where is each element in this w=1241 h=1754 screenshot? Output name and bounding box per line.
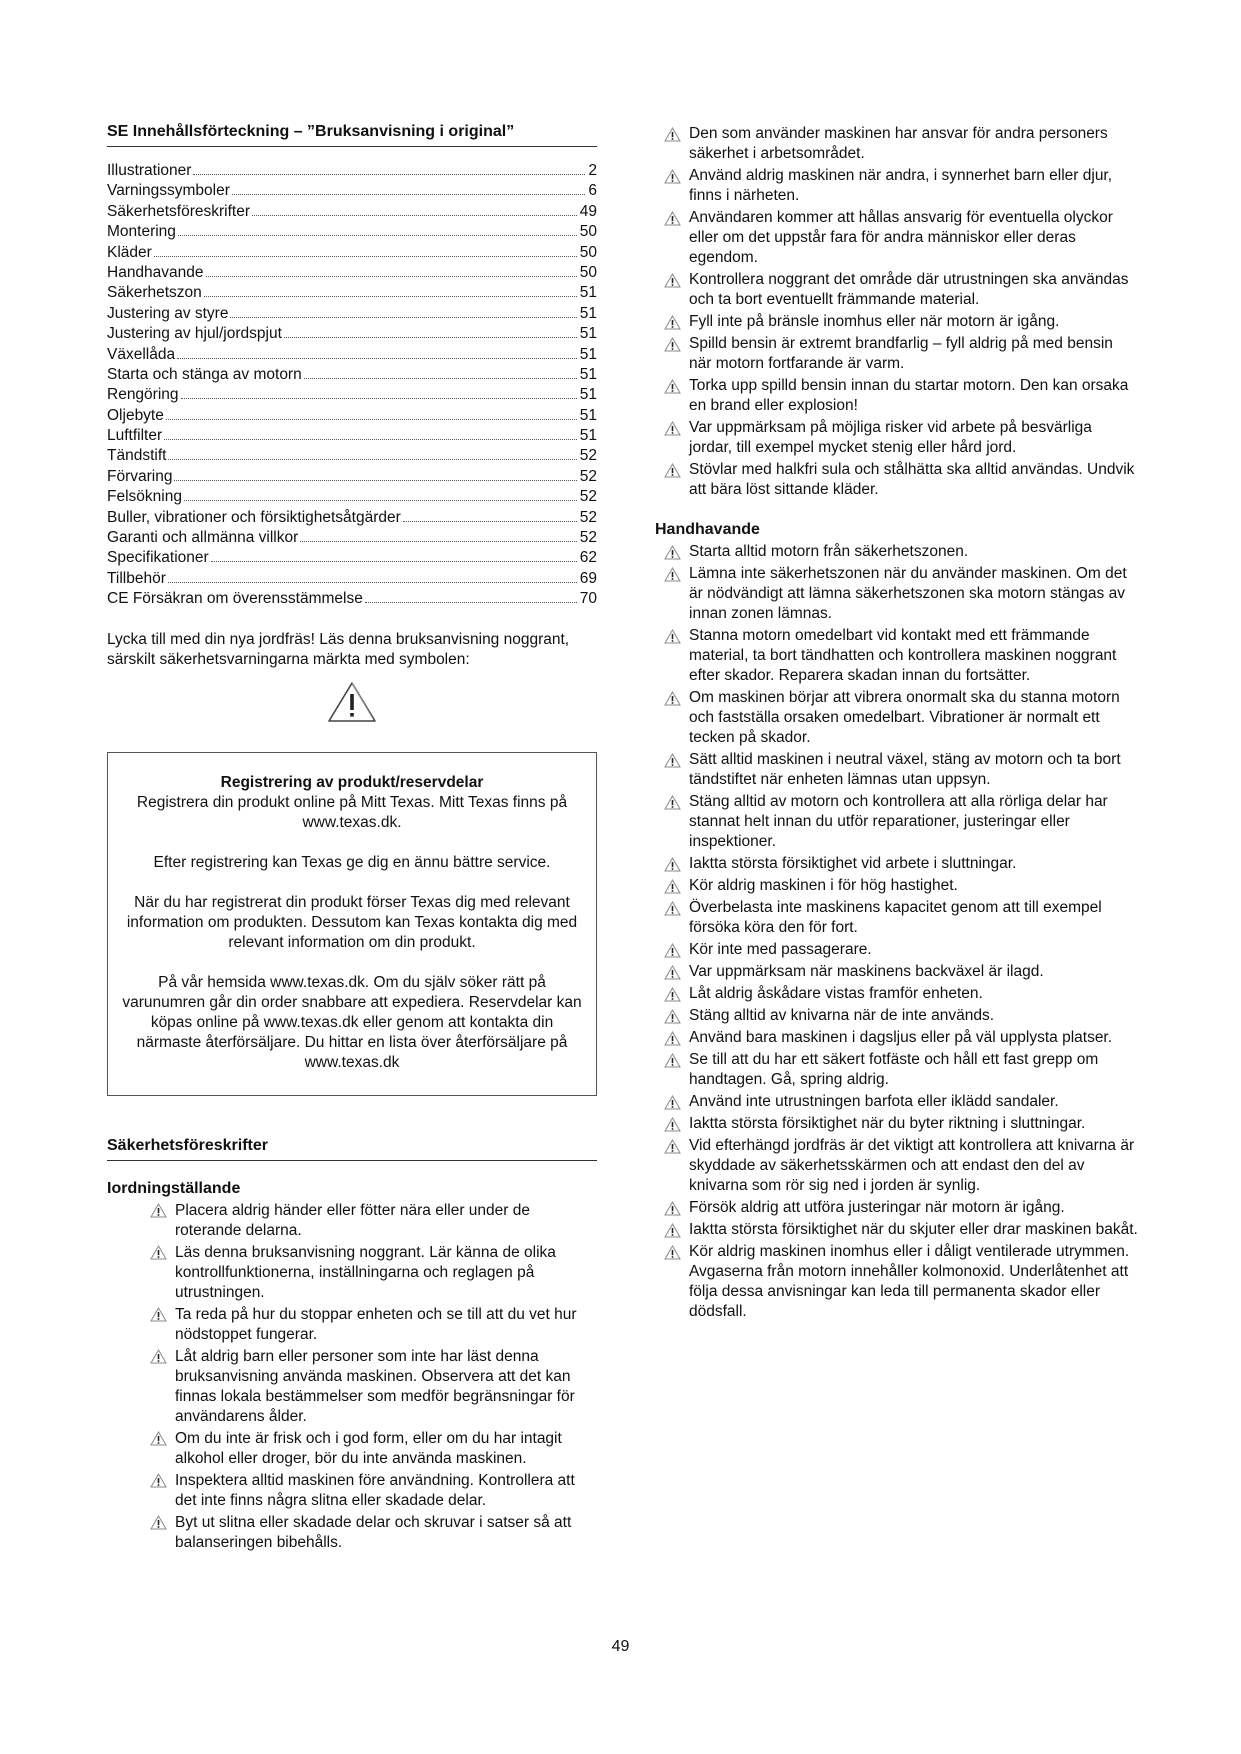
list-item <box>655 1114 1139 1134</box>
warning-triangle-icon <box>655 1242 689 1262</box>
toc-entry <box>107 589 597 609</box>
list-item-text: Iaktta största försiktighet när du skjuter eller drar maskinen bakåt. <box>689 1221 1138 1238</box>
list-item-text: Var uppmärksam på möjliga risker vid arbete på besvärliga jordar, till exempel mycket stenig eller hård jord. <box>689 419 1092 456</box>
toc-entry <box>107 365 597 385</box>
operation-list <box>655 542 1139 1322</box>
list-item-text: Placera aldrig händer eller fötter nära eller under de roterande delarna. <box>175 1201 530 1239</box>
list-item <box>141 1305 597 1345</box>
toc-entry <box>107 569 597 589</box>
intro-text: Lycka till med din nya jordfräs! Läs denna bruksanvisning noggrant, särskilt säkerhetsvarningarna märkta med symbolen: <box>107 630 570 668</box>
list-item <box>655 1220 1139 1240</box>
toc-entry <box>107 161 597 181</box>
toc-entry <box>107 508 597 528</box>
warning-triangle-icon <box>655 876 689 896</box>
list-item <box>141 1513 597 1553</box>
toc-entry-page: 6 <box>588 182 597 200</box>
list-item-text: Iaktta största försiktighet vid arbete i sluttningar. <box>689 855 1017 872</box>
toc-entry-title: Oljebyte <box>107 406 164 424</box>
list-item-text: Fyll inte på bränsle inomhus eller när motorn är igång. <box>689 313 1060 330</box>
toc-entry-page: 70 <box>579 590 597 608</box>
registration-paragraph: På vår hemsida www.texas.dk. Om du själv söker rätt på varunumren går din order snabbare att expediera. Reservdelar kan köpas online på www.texas.dk eller genom att kontakta din närmaste återförsäljare. Du hittar en lista över återförsäljare på www.texas.dk <box>122 973 582 1071</box>
list-item-text: Lämna inte säkerhetszonen när du använder maskinen. Om det är nödvändigt att lämna säkerhetszonen ska motorn stängas av innan zonen lämnas. <box>689 565 1127 622</box>
toc-leader <box>252 215 577 216</box>
list-item <box>655 1242 1139 1322</box>
toc-entry-page: 52 <box>579 508 597 526</box>
list-item-text: Kör inte med passagerare. <box>689 941 872 958</box>
list-item-text: Vid efterhängd jordfräs är det viktigt att kontrollera att knivarna är skyddade av säkerhetsskärmen och att endast den del av knivarna som rör sig ned i jorden är synlig. <box>689 1137 1135 1194</box>
toc-entry-page: 50 <box>579 243 597 261</box>
warning-triangle-icon <box>141 1243 175 1263</box>
list-item <box>655 1198 1139 1218</box>
toc-entry <box>107 467 597 487</box>
toc-leader <box>164 439 577 440</box>
warning-triangle-icon <box>655 1050 689 1070</box>
toc-entry <box>107 385 597 405</box>
warning-triangle-icon <box>655 626 689 646</box>
toc-leader <box>211 561 577 562</box>
toc-entry-title: Tändstift <box>107 447 167 465</box>
toc-heading: SE Innehållsförteckning – ”Bruksanvisning i original” <box>107 122 597 147</box>
toc-leader <box>154 256 577 257</box>
warning-triangle-icon <box>655 1006 689 1026</box>
toc-entry-page: 51 <box>579 406 597 424</box>
toc-entry-page: 51 <box>579 325 597 343</box>
warning-triangle-icon <box>655 166 689 186</box>
list-item <box>655 1092 1139 1112</box>
toc-leader <box>168 582 577 583</box>
warning-triangle-icon <box>655 1136 689 1156</box>
list-item <box>655 312 1139 332</box>
warning-triangle-icon <box>655 940 689 960</box>
toc-leader <box>403 521 577 522</box>
toc-entry-page: 69 <box>579 569 597 587</box>
list-item <box>655 166 1139 206</box>
list-item <box>141 1429 597 1469</box>
warning-triangle-icon <box>655 962 689 982</box>
list-item-text: Stövlar med halkfri sula och stålhätta ska alltid användas. Undvik att bära löst sittande kläder. <box>689 461 1135 498</box>
toc-entry <box>107 222 597 242</box>
list-item-text: Den som använder maskinen har ansvar för andra personers säkerhet i arbetsområdet. <box>689 125 1108 162</box>
list-item-text: Försök aldrig att utföra justeringar när motorn är igång. <box>689 1199 1065 1216</box>
list-item-text: Starta alltid motorn från säkerhetszonen. <box>689 543 969 560</box>
list-item-text: Se till att du har ett säkert fotfäste och håll ett fast grepp om handtagen. Gå, spring aldrig. <box>689 1051 1099 1088</box>
toc-leader <box>206 276 577 277</box>
toc-entry-title: Justering av hjul/jordspjut <box>107 325 282 343</box>
list-item <box>655 688 1139 748</box>
list-item-text: Sätt alltid maskinen i neutral växel, stäng av motorn och ta bort tändstiftet när enheten lämnas utan uppsyn. <box>689 751 1121 788</box>
list-item-text: Spilld bensin är extremt brandfarlig – fyll aldrig på med bensin när motorn fortfarande är varm. <box>689 335 1113 372</box>
list-item-text: Kör aldrig maskinen i för hög hastighet. <box>689 877 958 894</box>
list-item-text: Använd aldrig maskinen när andra, i synnerhet barn eller djur, finns i närheten. <box>689 167 1113 204</box>
toc-entry-title: Felsökning <box>107 488 182 506</box>
toc-entry-title: Montering <box>107 223 176 241</box>
list-item <box>655 792 1139 852</box>
warning-triangle-icon <box>655 898 689 918</box>
list-item <box>655 270 1139 310</box>
warning-triangle-icon <box>655 208 689 228</box>
warning-triangle-icon <box>655 1198 689 1218</box>
list-item <box>655 898 1139 938</box>
toc-entry-title: Handhavande <box>107 263 204 281</box>
toc-leader <box>193 174 585 175</box>
toc-leader <box>300 541 576 542</box>
toc-leader <box>230 317 576 318</box>
list-item <box>655 962 1139 982</box>
toc-entry-page: 50 <box>579 223 597 241</box>
toc-leader <box>284 337 577 338</box>
toc-entry-title: Kläder <box>107 243 152 261</box>
warning-triangle-icon <box>655 1114 689 1134</box>
warning-triangle-icon <box>655 376 689 396</box>
toc-entry-title: Specifikationer <box>107 549 209 567</box>
toc-leader <box>204 296 577 297</box>
list-item <box>141 1243 597 1303</box>
list-item-text: Använd bara maskinen i dagsljus eller på väl upplysta platser. <box>689 1029 1113 1046</box>
page-number: 49 <box>611 1638 630 1655</box>
warning-triangle-icon <box>141 1305 175 1325</box>
list-item-text: Om maskinen börjar att vibrera onormalt ska du stanna motorn och fastställa orsaken omedelbart. Vibrationer är normalt ett tecken på skador. <box>689 689 1120 746</box>
toc-entry <box>107 345 597 365</box>
list-item-text: Överbelasta inte maskinens kapacitet genom att till exempel försöka köra den för fort. <box>689 899 1102 936</box>
warning-triangle-icon <box>655 418 689 438</box>
right-column <box>655 122 1139 1324</box>
safety-heading: Säkerhetsföreskrifter <box>107 1136 597 1161</box>
operation-heading: Handhavande <box>655 521 760 538</box>
toc-entry-page: 52 <box>579 488 597 506</box>
toc-entry-title: Garanti och allmänna villkor <box>107 529 299 547</box>
toc-entry-title: Säkerhetsföreskrifter <box>107 202 250 220</box>
toc-entry-title: Luftfilter <box>107 427 163 445</box>
warning-triangle-icon <box>141 1471 175 1491</box>
warning-triangle-icon <box>655 750 689 770</box>
toc-entry <box>107 324 597 344</box>
list-item <box>141 1201 597 1241</box>
list-item <box>141 1347 597 1427</box>
warning-triangle-icon <box>326 680 378 724</box>
warning-triangle-icon <box>655 688 689 708</box>
warning-triangle-icon <box>141 1201 175 1221</box>
list-item-text: Om du inte är frisk och i god form, eller om du har intagit alkohol eller droger, bör du inte använda maskinen. <box>175 1429 562 1467</box>
toc-entry <box>107 263 597 283</box>
list-item <box>655 564 1139 624</box>
toc-entry-title: Varningssymboler <box>107 182 230 200</box>
toc-entry-page: 51 <box>579 304 597 322</box>
list-item <box>141 1471 597 1511</box>
toc-entry <box>107 548 597 568</box>
toc-entry-page: 49 <box>579 202 597 220</box>
toc-entry-title: Växellåda <box>107 345 176 363</box>
list-item <box>655 124 1139 164</box>
toc-leader <box>365 602 577 603</box>
toc-entry-page: 51 <box>579 427 597 445</box>
toc-entry <box>107 487 597 507</box>
list-item-text: Stanna motorn omedelbart vid kontakt med ett främmande material, ta bort tändhatten och kontrollera maskinen noggrant efter skador. Reparera skadan innan du fortsätter. <box>689 627 1117 684</box>
list-item <box>655 334 1139 374</box>
toc-entry-title: Säkerhetszon <box>107 284 202 302</box>
toc-entry-title: Rengöring <box>107 386 179 404</box>
toc-entry <box>107 446 597 466</box>
warning-triangle-icon <box>655 542 689 562</box>
toc-entry-page: 52 <box>579 447 597 465</box>
toc-leader <box>174 480 576 481</box>
toc-entry-page: 52 <box>579 467 597 485</box>
list-item <box>655 876 1139 896</box>
list-item-text: Byt ut slitna eller skadade delar och skruvar i satser så att balanseringen bibehålls. <box>175 1513 572 1551</box>
toc-entry-page: 52 <box>579 529 597 547</box>
list-item-text: Använd inte utrustningen barfota eller iklädd sandaler. <box>689 1093 1059 1110</box>
toc-entry-title: Tillbehör <box>107 569 166 587</box>
list-item <box>655 1050 1139 1090</box>
list-item <box>655 1028 1139 1048</box>
list-item-text: Låt aldrig åskådare vistas framför enheten. <box>689 985 983 1002</box>
warning-triangle-icon <box>655 564 689 584</box>
registration-paragraph: När du har registrerat din produkt förser Texas dig med relevant information om produkten. Dessutom kan Texas kontakta dig med relevant information om din produkt. <box>126 893 578 951</box>
toc-entry-page: 2 <box>588 162 597 179</box>
list-item <box>655 1136 1139 1196</box>
registration-paragraph: Registrera din produkt online på Mitt Texas. Mitt Texas finns på www.texas.dk. <box>136 793 568 831</box>
preparation-list-continued <box>655 124 1139 500</box>
registration-paragraph: Efter registrering kan Texas ge dig en ännu bättre service. <box>153 853 551 871</box>
list-item <box>655 750 1139 790</box>
toc-entry <box>107 406 597 426</box>
toc-leader <box>166 419 577 420</box>
warning-triangle-icon <box>655 854 689 874</box>
toc-entry-title: CE Försäkran om överensstämmelse <box>107 590 363 608</box>
list-item-text: Stäng alltid av motorn och kontrollera att alla rörliga delar har stannat helt innan du utför reparationer, justeringar eller inspektioner. <box>689 793 1108 850</box>
toc-entry-title: Justering av styre <box>107 304 229 322</box>
toc-entry <box>107 304 597 324</box>
list-item <box>655 1006 1139 1026</box>
toc-entry-title: Buller, vibrationer och försiktighetsåtgärder <box>107 508 401 526</box>
list-item-text: Torka upp spilld bensin innan du startar motorn. Den kan orsaka en brand eller explosion! <box>689 377 1129 414</box>
toc-entry <box>107 243 597 263</box>
toc-entry-page: 62 <box>579 549 597 567</box>
warning-triangle-icon <box>655 1220 689 1240</box>
list-item <box>655 940 1139 960</box>
toc-entry <box>107 283 597 303</box>
toc-entry-page: 51 <box>579 386 597 404</box>
list-item <box>655 542 1139 562</box>
warning-triangle-icon <box>655 460 689 480</box>
list-item <box>655 376 1139 416</box>
warning-triangle-icon <box>655 792 689 812</box>
toc-leader <box>168 459 576 460</box>
list-item-text: Var uppmärksam när maskinens backväxel är ilagd. <box>689 963 1044 980</box>
toc-entry-title: Illustrationer <box>107 162 192 179</box>
list-item <box>655 626 1139 686</box>
list-item-text: Kör aldrig maskinen inomhus eller i dåligt ventilerade utrymmen. Avgaserna från motorn innehåller kolmonoxid. Underlåtenhet att följa dessa anvisningar kan leda till permanenta skador eller dödsfall. <box>689 1243 1130 1320</box>
toc-entry-page: 51 <box>579 284 597 302</box>
list-item-text: Låt aldrig barn eller personer som inte har läst denna bruksanvisning använda maskinen. Observera att det kan finnas lokala bestämmelser som medför begränsningar för användarens ålder. <box>175 1347 575 1425</box>
list-item <box>655 984 1139 1004</box>
list-item-text: Kontrollera noggrant det område där utrustningen ska användas och ta bort eventuellt främmande material. <box>689 271 1129 308</box>
preparation-list <box>141 1201 597 1553</box>
toc-entry-title: Starta och stänga av motorn <box>107 365 302 383</box>
toc-entry <box>107 181 597 201</box>
warning-triangle-icon <box>655 334 689 354</box>
list-item <box>655 418 1139 458</box>
toc-leader <box>304 378 577 379</box>
list-item <box>655 854 1139 874</box>
table-of-contents <box>107 161 597 610</box>
toc-leader <box>181 398 577 399</box>
toc-leader <box>177 358 577 359</box>
warning-triangle-icon <box>141 1429 175 1449</box>
warning-triangle-icon <box>655 1028 689 1048</box>
toc-entry <box>107 426 597 446</box>
list-item-text: Användaren kommer att hållas ansvarig för eventuella olyckor eller om det uppstår fara för andra människor eller deras egendom. <box>689 209 1113 266</box>
left-column <box>107 122 597 1555</box>
toc-entry-page: 51 <box>579 345 597 363</box>
toc-entry-page: 50 <box>579 263 597 281</box>
toc-leader <box>232 194 585 195</box>
list-item-text: Inspektera alltid maskinen före användning. Kontrollera att det inte finns några slitna eller skadade delar. <box>175 1471 575 1509</box>
toc-entry <box>107 528 597 548</box>
list-item-text: Iaktta största försiktighet när du byter riktning i sluttningar. <box>689 1115 1086 1132</box>
warning-triangle-icon <box>655 1092 689 1112</box>
toc-entry-title: Förvaring <box>107 467 173 485</box>
warning-triangle-icon <box>655 124 689 144</box>
list-item-text: Läs denna bruksanvisning noggrant. Lär känna de olika kontrollfunktionerna, inställningarna och reglagen på utrustningen. <box>175 1243 556 1301</box>
list-item-text: Stäng alltid av knivarna när de inte används. <box>689 1007 995 1024</box>
list-item <box>655 460 1139 500</box>
list-item <box>655 208 1139 268</box>
preparation-heading: Iordningställande <box>107 1179 241 1197</box>
toc-entry-page: 51 <box>579 365 597 383</box>
toc-leader <box>184 500 577 501</box>
toc-entry <box>107 202 597 222</box>
warning-triangle-icon <box>655 270 689 290</box>
registration-box <box>107 752 597 1096</box>
warning-triangle-icon <box>655 984 689 1004</box>
toc-leader <box>178 235 577 236</box>
warning-triangle-icon <box>655 312 689 332</box>
list-item-text: Ta reda på hur du stoppar enheten och se till att du vet hur nödstoppet fungerar. <box>175 1305 577 1343</box>
warning-triangle-icon <box>141 1347 175 1367</box>
registration-title: Registrering av produkt/reservdelar <box>220 773 484 791</box>
warning-triangle-icon <box>141 1513 175 1533</box>
